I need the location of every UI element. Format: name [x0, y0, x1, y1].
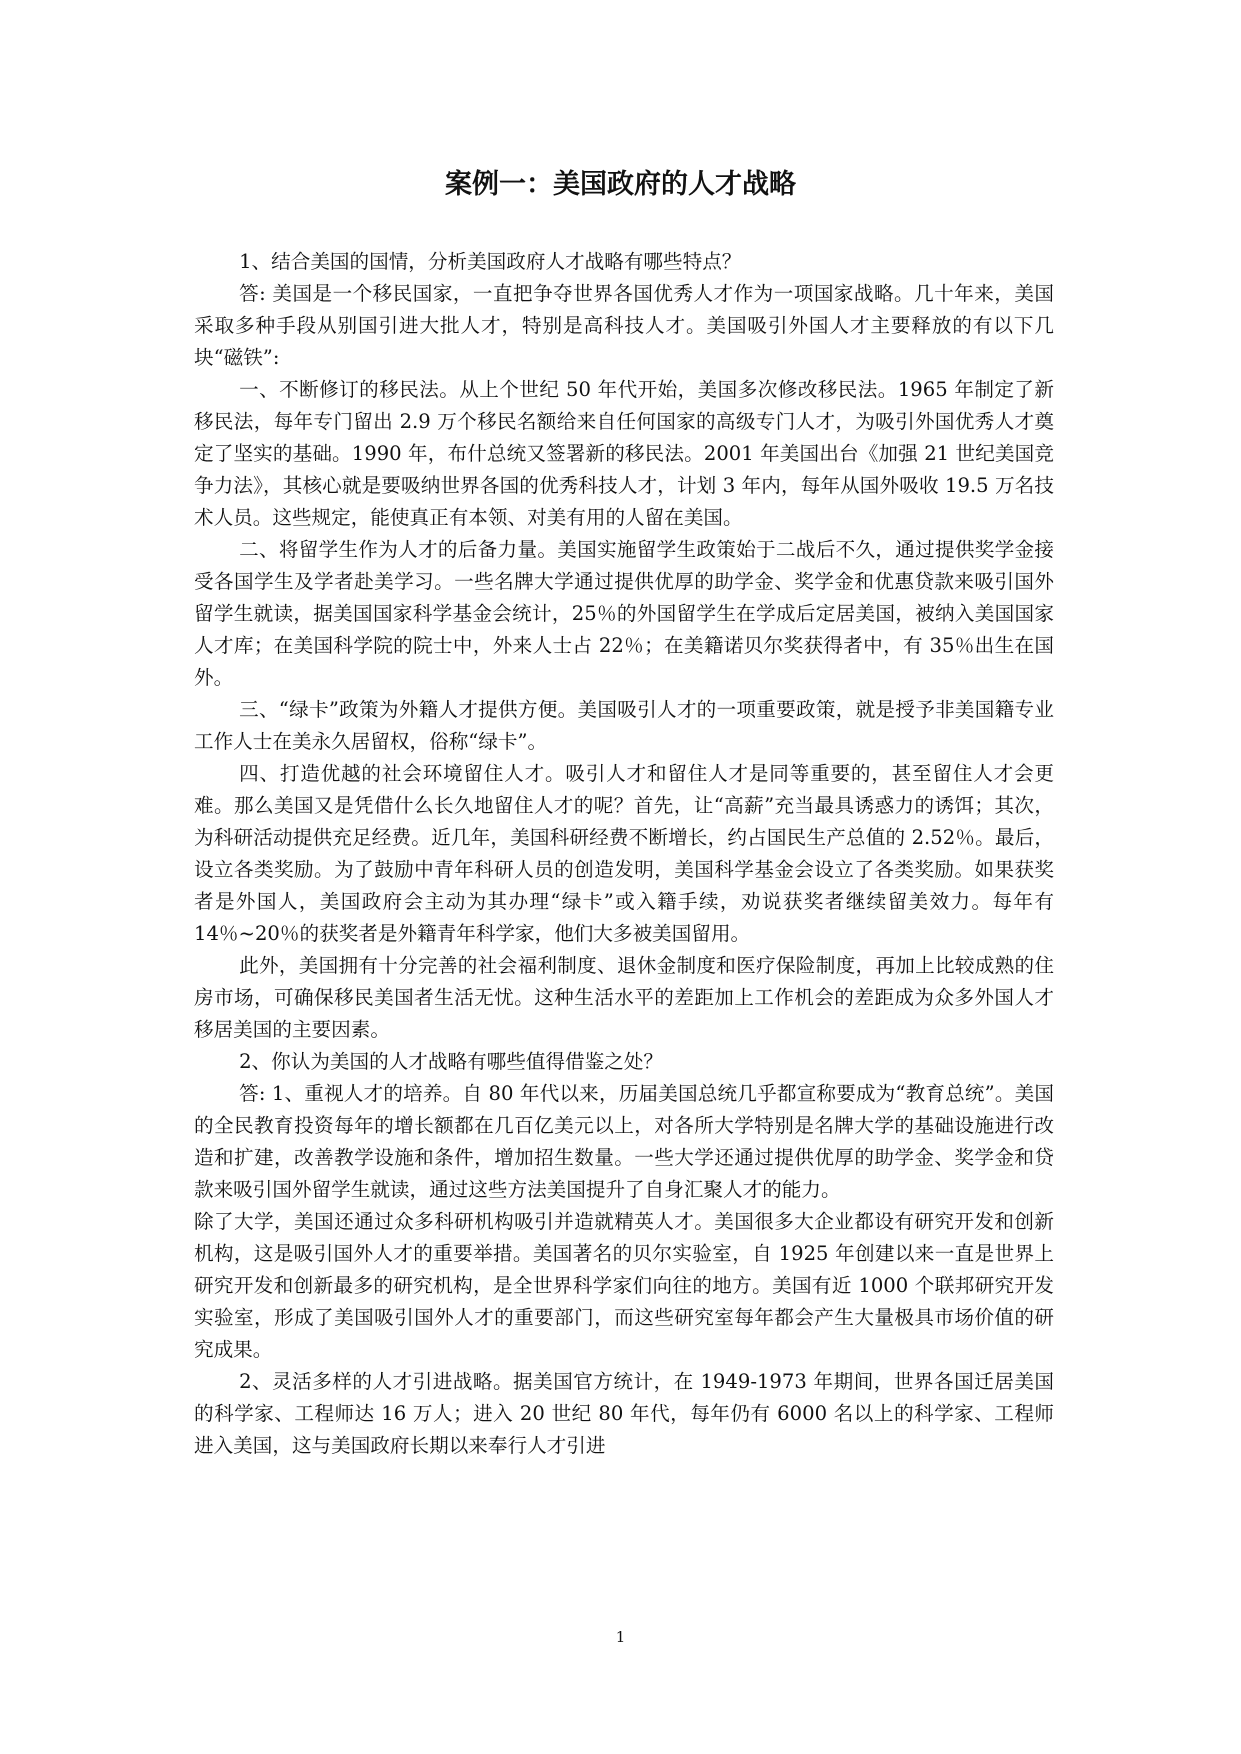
page-number: 1	[615, 1628, 626, 1646]
answer-1-additional: 此外，美国拥有十分完善的社会福利制度、退休金制度和医疗保险制度，再加上比较成熟的住房市场，可确保移民美国者生活无忧。这种生活水平的差距加上工作机会的差距成为众多外国人才移居美国的主要因素。	[194, 954, 1054, 1041]
question-2: 2、你认为美国的人才战略有哪些值得借鉴之处？	[239, 1050, 664, 1073]
answer-2-point-2: 2、灵活多样的人才引进战略。据美国官方统计，在 1949-1973 年期间，世界各国迁居美国的科学家、工程师达 16 万人；进入 20 世纪 80 年代，每年仍有 6000 名以上的科学家、工程师进入美国，这与美国政府长期以来奉行人才引进	[194, 1370, 1054, 1457]
answer-2-point-1: 答: 1、重视人才的培养。自 80 年代以来，历届美国总统几乎都宣称要成为“教育总统”。美国的全民教育投资每年的增长额都在几百亿美元以上，对各所大学特别是名牌大学的基础设施进行改造和扩建，改善教学设施和条件，增加招生数量。一些大学还通过提供优厚的助学金、奖学金和贷款来吸引国外留学生就读，通过这些方法美国提升了自身汇聚人才的能力。	[194, 1082, 1054, 1201]
answer-2-point-1-continued: 除了大学，美国还通过众多科研机构吸引并造就精英人才。美国很多大企业都设有研究开发和创新机构，这是吸引国外人才的重要举措。美国著名的贝尔实验室，自 1925 年创建以来一直是世界上研究开发和创新最多的研究机构，是全世界科学家们向往的地方。美国有近 1000 个联邦研究开发实验室，形成了美国吸引国外人才的重要部门，而这些研究室每年都会产生大量极具市场价值的研究成果。	[194, 1210, 1054, 1361]
answer-1-point-3: 三、“绿卡”政策为外籍人才提供方便。美国吸引人才的一项重要政策，就是授予非美国籍专业工作人士在美永久居留权，俗称“绿卡”。	[194, 698, 1054, 753]
question-1: 1、结合美国的国情，分析美国政府人才战略有哪些特点？	[239, 250, 742, 273]
document-body	[194, 246, 1054, 1462]
answer-1-intro: 答: 美国是一个移民国家，一直把争夺世界各国优秀人才作为一项国家战略。几十年来，美国采取多种手段从别国引进大批人才，特别是高科技人才。美国吸引外国人才主要释放的有以下几块“磁铁”:	[194, 282, 1054, 369]
answer-1-point-1: 一、不断修订的移民法。从上个世纪 50 年代开始，美国多次修改移民法。1965 年制定了新移民法，每年专门留出 2.9 万个移民名额给来自任何国家的高级专门人才，为吸引外国优秀人才奠定了坚实的基础。1990 年，布什总统又签署新的移民法。2001 年美国出台《加强 21 世纪美国竞争力法》，其核心就是要吸纳世界各国的优秀科技人才，计划 3 年内，每年从国外吸收 19.5 万名技术人员。这些规定，能使真正有本领、对美有用的人留在美国。	[194, 378, 1054, 529]
answer-1-point-2: 二、将留学生作为人才的后备力量。美国实施留学生政策始于二战后不久，通过提供奖学金接受各国学生及学者赴美学习。一些名牌大学通过提供优厚的助学金、奖学金和优惠贷款来吸引国外留学生就读，据美国国家科学基金会统计，25％的外国留学生在学成后定居美国，被纳入美国国家人才库；在美国科学院的院士中，外来人士占 22％；在美籍诺贝尔奖获得者中，有 35％出生在国外。	[194, 538, 1054, 689]
answer-1-point-4: 四、打造优越的社会环境留住人才。吸引人才和留住人才是同等重要的，甚至留住人才会更难。那么美国又是凭借什么长久地留住人才的呢？首先，让“高薪”充当最具诱惑力的诱饵；其次，为科研活动提供充足经费。近几年，美国科研经费不断增长，约占国民生产总值的 2.52％。最后，设立各类奖励。为了鼓励中青年科研人员的创造发明，美国科学基金会设立了各类奖励。如果获奖者是外国人，美国政府会主动为其办理“绿卡”或入籍手续，劝说获奖者继续留美效力。每年有 14％~20％的获奖者是外籍青年科学家，他们大多被美国留用。	[194, 762, 1054, 945]
document-title: 案例一：美国政府的人才战略	[445, 169, 796, 200]
